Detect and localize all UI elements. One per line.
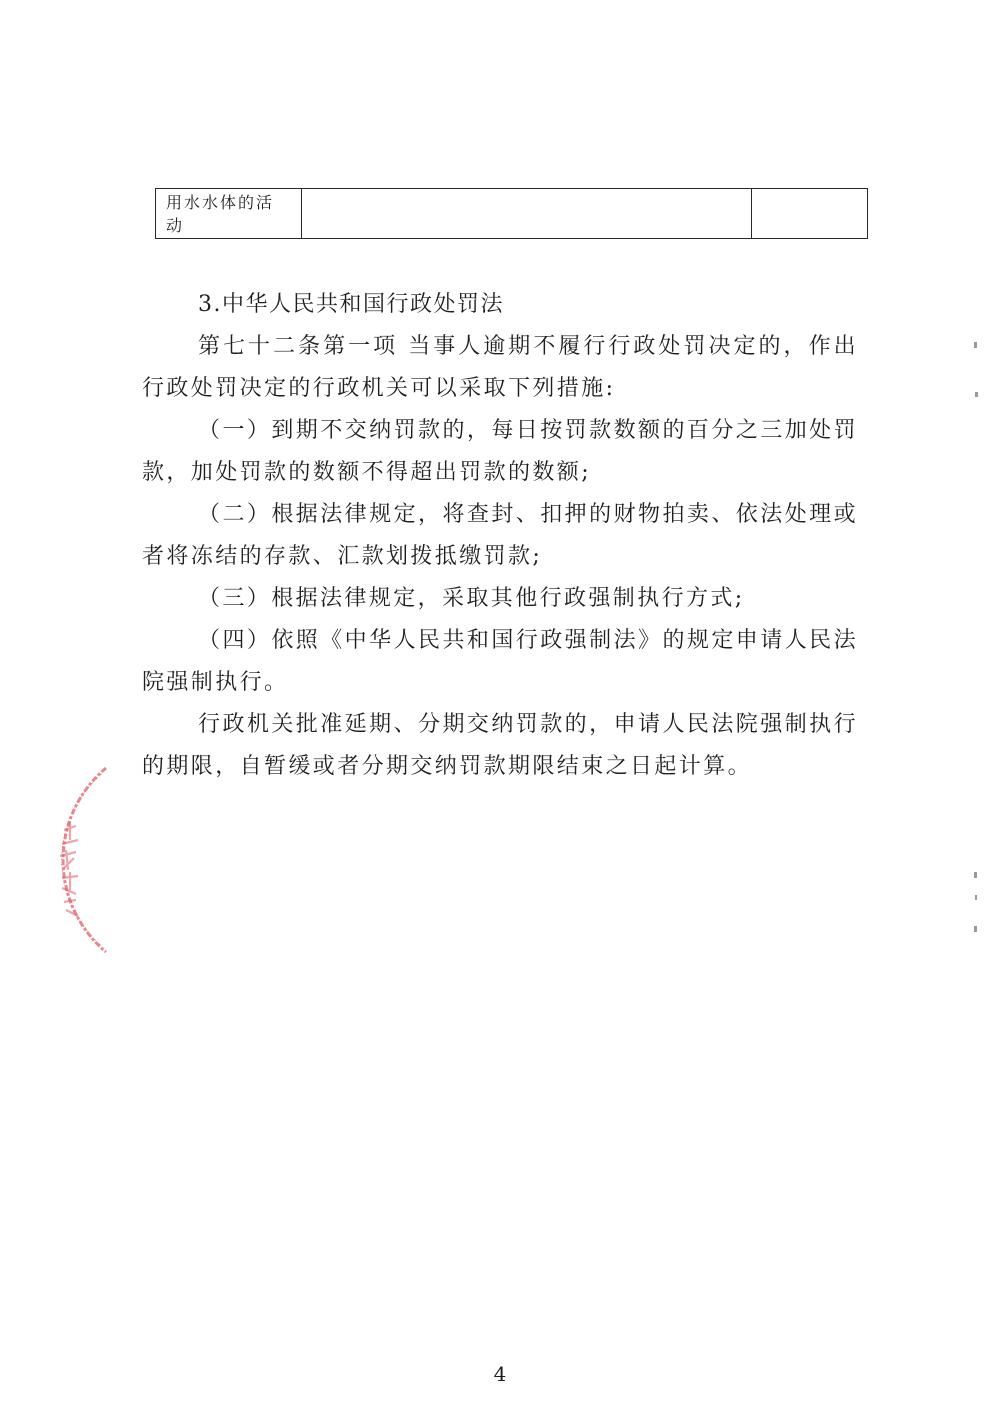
- scan-speck: [975, 392, 978, 397]
- page-number: 4: [493, 1362, 507, 1386]
- table-cell-line: 动: [166, 216, 185, 235]
- item-2: （二）根据法律规定，将查封、扣押的财物拍卖、依法处理或者将冻结的存款、汇款划拨抵缴罚款;: [142, 502, 858, 569]
- table-cell-empty: [302, 189, 752, 238]
- table-cell-activity: [156, 189, 302, 238]
- scan-speck: [974, 926, 977, 932]
- item-4: （四）依照《中华人民共和国行政强制法》的规定申请人民法院强制执行。: [142, 628, 858, 695]
- scan-speck: [974, 342, 977, 348]
- section-heading: 3.中华人民共和国行政处罚法: [198, 292, 504, 317]
- scan-speck: [975, 895, 977, 900]
- article-text: 第七十二条第一项 当事人逾期不履行行政处罚决定的，作出行政处罚决定的行政机关可以采取下列措施:: [142, 334, 858, 401]
- table-cell-empty: [752, 189, 867, 238]
- item-3: （三）根据法律规定，采取其他行政强制执行方式;: [198, 586, 745, 611]
- item-1: （一）到期不交纳罚款的，每日按罚款数额的百分之三加处罚款，加处罚款的数额不得超出罚款的数额;: [142, 418, 858, 485]
- document-body: [142, 284, 858, 788]
- red-seal-stamp: [36, 760, 116, 960]
- table-fragment: [155, 188, 868, 239]
- table-cell-line: 用水水体的活: [166, 193, 275, 212]
- closing-paragraph: 行政机关批准延期、分期交纳罚款的，申请人民法院强制执行的期限，自暂缓或者分期交纳罚款期限结束之日起计算。: [142, 712, 858, 779]
- scan-speck: [974, 872, 977, 878]
